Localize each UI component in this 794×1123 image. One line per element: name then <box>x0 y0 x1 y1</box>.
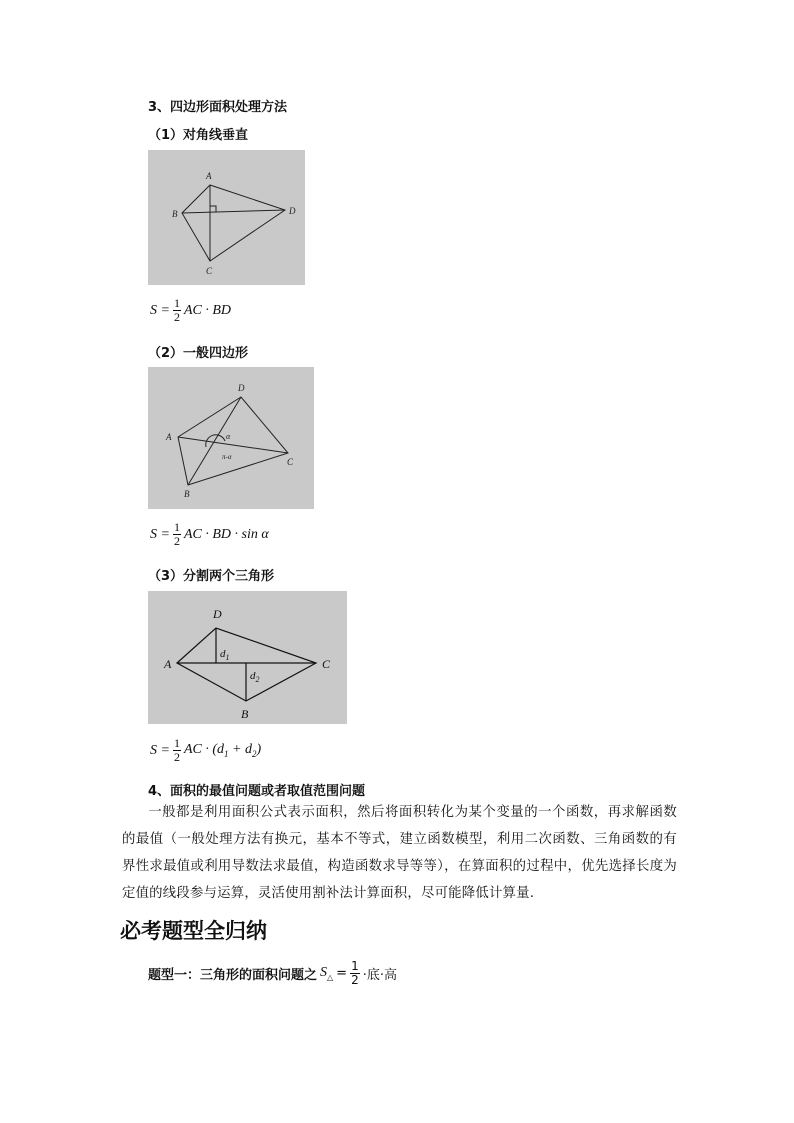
section-paragraph: 一般都是利用面积公式表示面积，然后将面积转化为某个变量的一个函数，再求解函数的最值（一般处理方法有换元，基本不等式，建立函数模型，利用二次函数、三角函数的有界性求最值或利用导数法求最值，构造函数求导等等），在算面积的过程中，优先选择长度为定值的线段参与运算，灵活使用割补法计算面积，尽可能降低计算量. <box>122 805 677 901</box>
label-C: C <box>322 657 331 671</box>
formula-two-triangles: S = $\frac{1}{2}$ AC · $(d_1 + d_2)$ <box>150 736 262 764</box>
subheading-general-quadrilateral: （2）一般四边形 <box>148 346 249 361</box>
label-A: A <box>166 432 172 442</box>
label-B: B <box>241 707 249 721</box>
section-heading: 4、面积的最值问题或者取值范围问题 <box>148 784 366 799</box>
label-alpha: α <box>226 432 231 441</box>
label-D: D <box>289 206 296 216</box>
label-A: A <box>206 171 212 181</box>
figure-perpendicular-diagonals <box>148 150 305 285</box>
label-C: C <box>287 457 294 467</box>
formula-perpendicular: S = $\frac{1}{2}$ AC · BD <box>150 296 232 324</box>
label-B: B <box>172 209 178 219</box>
label-pi-minus-alpha: π-α <box>222 453 232 461</box>
label-d1: $d_1$ <box>220 648 230 662</box>
label-d2: $d_2$ <box>250 670 260 684</box>
subheading-two-triangles: （3）分割两个三角形 <box>148 569 275 584</box>
label-D: D <box>238 383 245 393</box>
label-D: D <box>213 607 222 621</box>
section-heading: 3、四边形面积处理方法 <box>148 100 288 115</box>
subheading-perpendicular-diagonals: （1）对角线垂直 <box>148 128 249 143</box>
figure-two-triangles <box>148 591 347 724</box>
label-C: C <box>206 266 213 276</box>
figure-general-quadrilateral <box>148 367 314 509</box>
question-type-heading: 题型一：三角形的面积问题之 $S_\triangle$ = $\frac{1}{2}$ ·底·高 <box>148 959 397 987</box>
label-B: B <box>184 489 190 499</box>
label-A: A <box>164 657 172 671</box>
formula-general: S = $\frac{1}{2}$ AC · BD · sin α <box>150 520 269 548</box>
page-title: 必考题型全归纳 <box>120 919 267 943</box>
